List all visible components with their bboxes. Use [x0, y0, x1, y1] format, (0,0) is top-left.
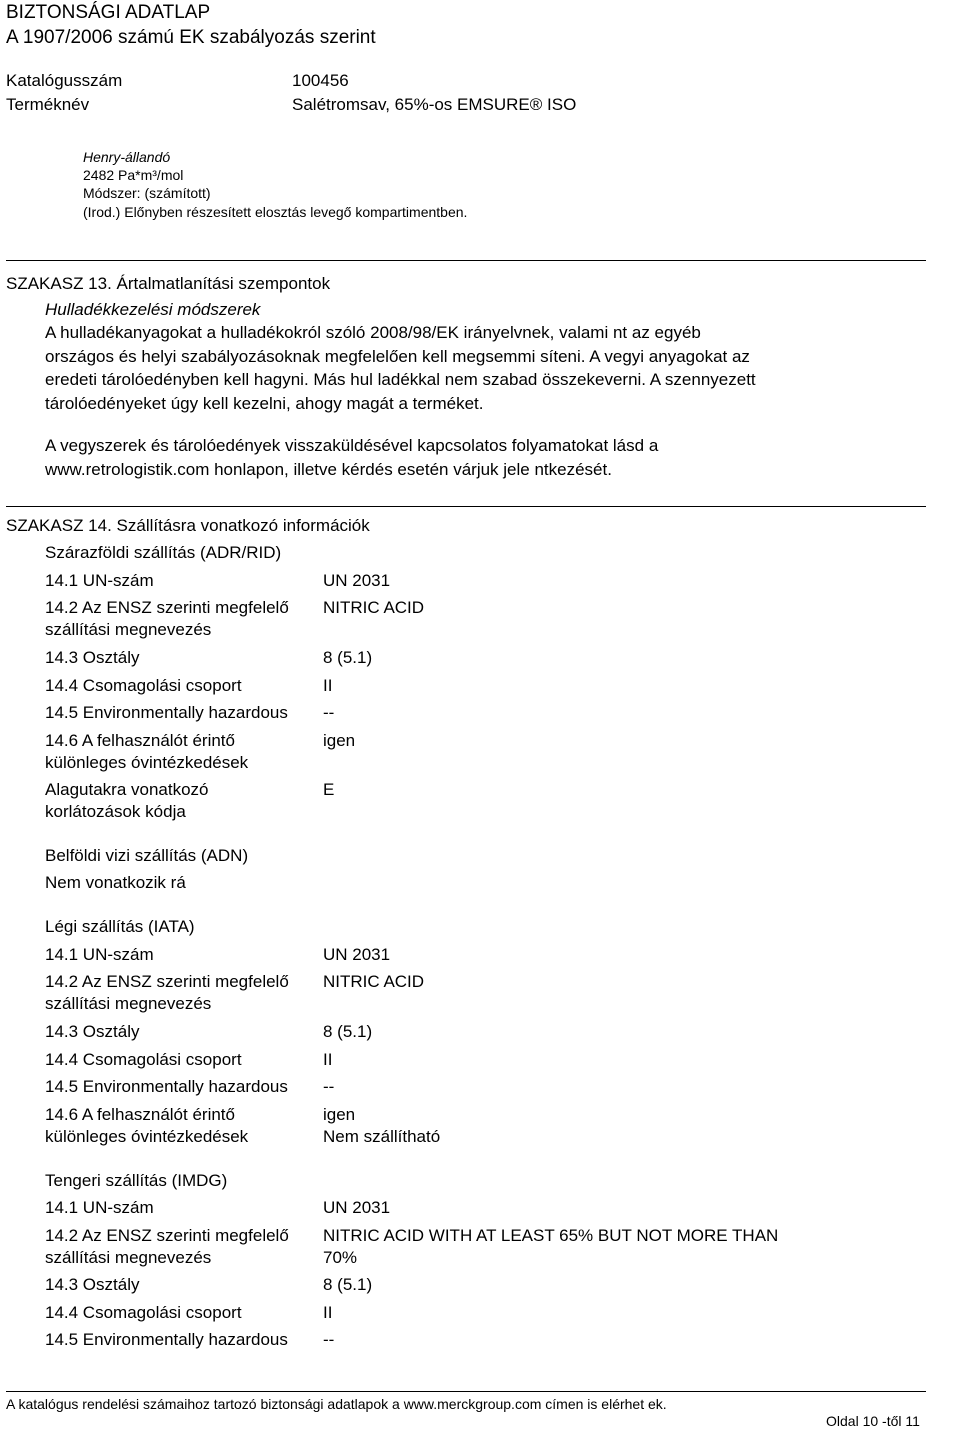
imdg-class-label: 14.3 Osztály [45, 1275, 140, 1294]
section-14-title: SZAKASZ 14. Szállításra vonatkozó információk [6, 516, 370, 535]
product-name-label: Terméknév [6, 95, 90, 114]
section-divider [6, 260, 926, 261]
adr-packing-group-value: II [323, 676, 333, 695]
adr-shipping-name-value: NITRIC ACID [323, 598, 425, 617]
iata-packing-group-label: 14.4 Csomagolási csoport [45, 1050, 242, 1069]
adr-env-hazard-label: 14.5 Environmentally hazardous [45, 703, 288, 722]
imdg-env-hazard-label: 14.5 Environmentally hazardous [45, 1330, 288, 1349]
iata-shipping-name-label: 14.2 Az ENSZ szerinti megfelelő szállítási megnevezés [45, 972, 289, 1013]
footer-divider [6, 1391, 926, 1392]
document-title: BIZTONSÁGI ADATLAP [6, 2, 211, 23]
page-number: Oldal 10 -től 11 [826, 1413, 920, 1429]
catalog-number-value: 100456 [292, 71, 349, 90]
iata-class-value: 8 (5.1) [323, 1022, 373, 1041]
adr-env-hazard-value: -- [323, 703, 335, 722]
imdg-env-hazard-value: -- [323, 1330, 335, 1349]
imdg-packing-group-value: II [323, 1303, 333, 1322]
adn-text: Nem vonatkozik rá [45, 873, 186, 892]
adr-un-label: 14.1 UN-szám [45, 571, 154, 590]
iata-class-label: 14.3 Osztály [45, 1022, 140, 1041]
waste-disposal-paragraph: A hulladékanyagokat a hulladékokról szóló 2008/98/EK irányelvnek, valami nt az egyéb országos és helyi szabályozásoknak megfelelően kell megsemmi síteni. A vegyi anyagokat az eredeti tárolóedényben kell hagyni. Más hul ladékkal nem szabad összekeverni. A szennyezett tárolóedényeket úgy kell kezelni, ahogy magát a terméket. [45, 323, 756, 413]
adr-un-value: UN 2031 [323, 571, 391, 590]
iata-env-hazard-value: -- [323, 1077, 335, 1096]
imdg-title: Tengeri szállítás (IMDG) [45, 1171, 228, 1190]
imdg-packing-group-label: 14.4 Csomagolási csoport [45, 1303, 242, 1322]
adr-class-label: 14.3 Osztály [45, 648, 140, 667]
adr-precautions-value: igen [323, 731, 356, 750]
iata-un-value: UN 2031 [323, 945, 391, 964]
imdg-class-value: 8 (5.1) [323, 1275, 373, 1294]
henry-constant-title: Henry-állandó [83, 149, 171, 165]
waste-methods-subtitle: Hulladékkezelési módszerek [45, 300, 261, 319]
henry-method: Módszer: (számított) [83, 185, 211, 201]
imdg-un-label: 14.1 UN-szám [45, 1198, 154, 1217]
adr-class-value: 8 (5.1) [323, 648, 373, 667]
adr-tunnel-code-value: E [323, 780, 335, 799]
regulation-line: A 1907/2006 számú EK szabályozás szerint [6, 27, 376, 48]
product-name-value: Salétromsav, 65%-os EMSURE® ISO [292, 95, 577, 114]
adr-shipping-name-label: 14.2 Az ENSZ szerinti megfelelő szállítási megnevezés [45, 598, 289, 639]
catalog-number-label: Katalógusszám [6, 71, 123, 90]
imdg-un-value: UN 2031 [323, 1198, 391, 1217]
iata-env-hazard-label: 14.5 Environmentally hazardous [45, 1077, 288, 1096]
section-13-title: SZAKASZ 13. Ártalmatlanítási szempontok [6, 274, 331, 293]
imdg-shipping-name-value: NITRIC ACID WITH AT LEAST 65% BUT NOT MORE THAN 70% [323, 1226, 779, 1267]
adn-title: Belföldi vizi szállítás (ADN) [45, 846, 249, 865]
iata-packing-group-value: II [323, 1050, 333, 1069]
iata-un-label: 14.1 UN-szám [45, 945, 154, 964]
imdg-shipping-name-label: 14.2 Az ENSZ szerinti megfelelő szállítási megnevezés [45, 1226, 289, 1267]
iata-title: Légi szállítás (IATA) [45, 917, 195, 936]
iata-precautions-value: igen Nem szállítható [323, 1105, 441, 1146]
return-procedure-paragraph: A vegyszerek és tárolóedények visszaküldésével kapcsolatos folyamatokat lásd a www.retrologistik.com honlapon, illetve kérdés esetén várjuk jele ntkezését. [45, 436, 659, 479]
section-divider [6, 506, 926, 507]
iata-shipping-name-value: NITRIC ACID [323, 972, 425, 991]
henry-note: (Irod.) Előnyben részesített elosztás levegő kompartimentben. [83, 204, 468, 220]
iata-precautions-label: 14.6 A felhasználót érintő különleges óvintézkedések [45, 1105, 249, 1146]
adr-packing-group-label: 14.4 Csomagolási csoport [45, 676, 242, 695]
footer-note: A katalógus rendelési számaihoz tartozó biztonsági adatlapok a www.merckgroup.com címen is elérhet ek. [6, 1396, 667, 1412]
adr-title: Szárazföldi szállítás (ADR/RID) [45, 543, 282, 562]
henry-constant-value: 2482 Pa*m³/mol [83, 167, 184, 183]
adr-precautions-label: 14.6 A felhasználót érintő különleges óvintézkedések [45, 731, 249, 772]
adr-tunnel-code-label: Alagutakra vonatkozó korlátozások kódja [45, 780, 209, 821]
